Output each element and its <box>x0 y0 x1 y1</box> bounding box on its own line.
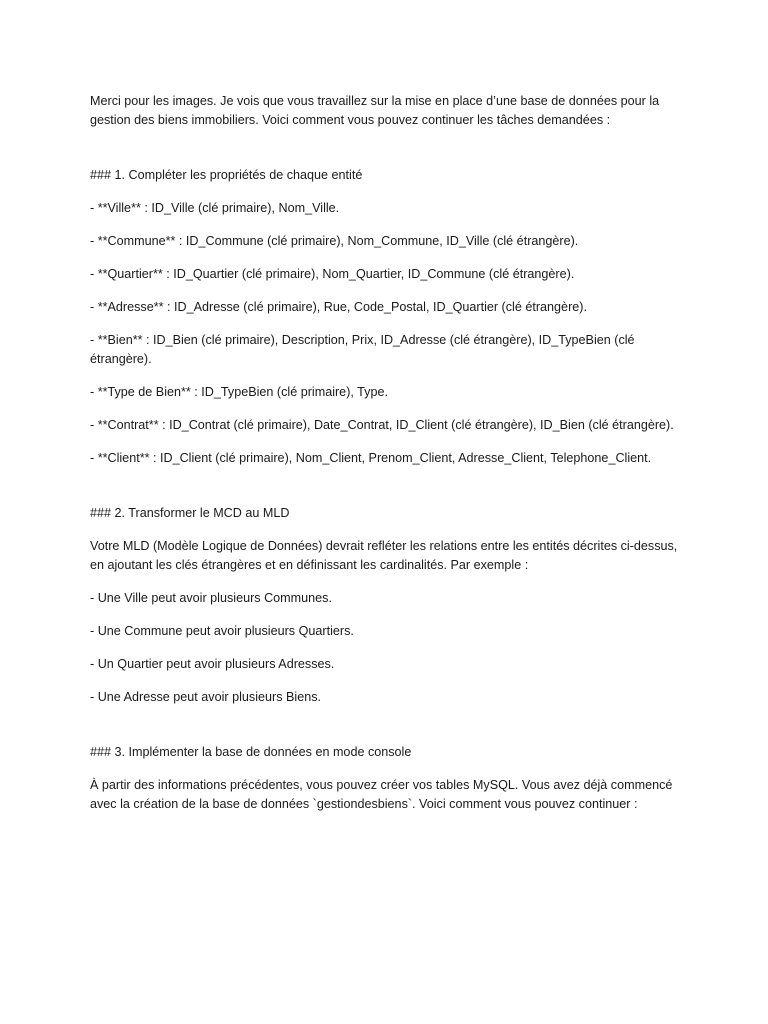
relation-item: - Une Commune peut avoir plusieurs Quartiers. <box>90 624 354 638</box>
section-1-heading: ### 1. Compléter les propriétés de chaque entité <box>90 168 363 182</box>
document-page <box>90 92 690 828</box>
intro-paragraph: Merci pour les images. Je vois que vous travaillez sur la mise en place d’une base de données pour la gestion des biens immobiliers. Voici comment vous pouvez continuer les tâches demandées : <box>90 94 663 127</box>
entity-item-commune: - **Commune** : ID_Commune (clé primaire), Nom_Commune, ID_Ville (clé étrangère). <box>90 234 579 248</box>
entity-item-ville: - **Ville** : ID_Ville (clé primaire), Nom_Ville. <box>90 201 340 215</box>
entity-item-contrat: - **Contrat** : ID_Contrat (clé primaire), Date_Contrat, ID_Client (clé étrangère), ID_Bien (clé étrangère). <box>90 418 674 432</box>
section-3-heading: ### 3. Implémenter la base de données en mode console <box>90 745 412 759</box>
entity-item-client: - **Client** : ID_Client (clé primaire), Nom_Client, Prenom_Client, Adresse_Client, Telephone_Client. <box>90 451 652 465</box>
section-2-heading: ### 2. Transformer le MCD au MLD <box>90 506 290 520</box>
entity-item-type-de-bien: - **Type de Bien** : ID_TypeBien (clé primaire), Type. <box>90 385 388 399</box>
relation-item: - Une Adresse peut avoir plusieurs Biens. <box>90 690 322 704</box>
relation-item: - Une Ville peut avoir plusieurs Communes. <box>90 591 332 605</box>
section-3-paragraph: À partir des informations précédentes, vous pouvez créer vos tables MySQL. Vous avez déjà commencé avec la création de la base de données `gestiondesbiens`. Voici comment vous pouvez continuer : <box>90 778 676 811</box>
section-2-paragraph: Votre MLD (Modèle Logique de Données) devrait refléter les relations entre les entités décrites ci-dessus, en ajoutant les clés étrangères et en définissant les cardinalités. Par exemple : <box>90 539 681 572</box>
entity-item-bien: - **Bien** : ID_Bien (clé primaire), Description, Prix, ID_Adresse (clé étrangère), ID_TypeBien (clé étrangère). <box>90 333 639 366</box>
entity-item-adresse: - **Adresse** : ID_Adresse (clé primaire), Rue, Code_Postal, ID_Quartier (clé étrangère). <box>90 300 587 314</box>
relation-item: - Un Quartier peut avoir plusieurs Adresses. <box>90 657 335 671</box>
entity-item-quartier: - **Quartier** : ID_Quartier (clé primaire), Nom_Quartier, ID_Commune (clé étrangère). <box>90 267 575 281</box>
